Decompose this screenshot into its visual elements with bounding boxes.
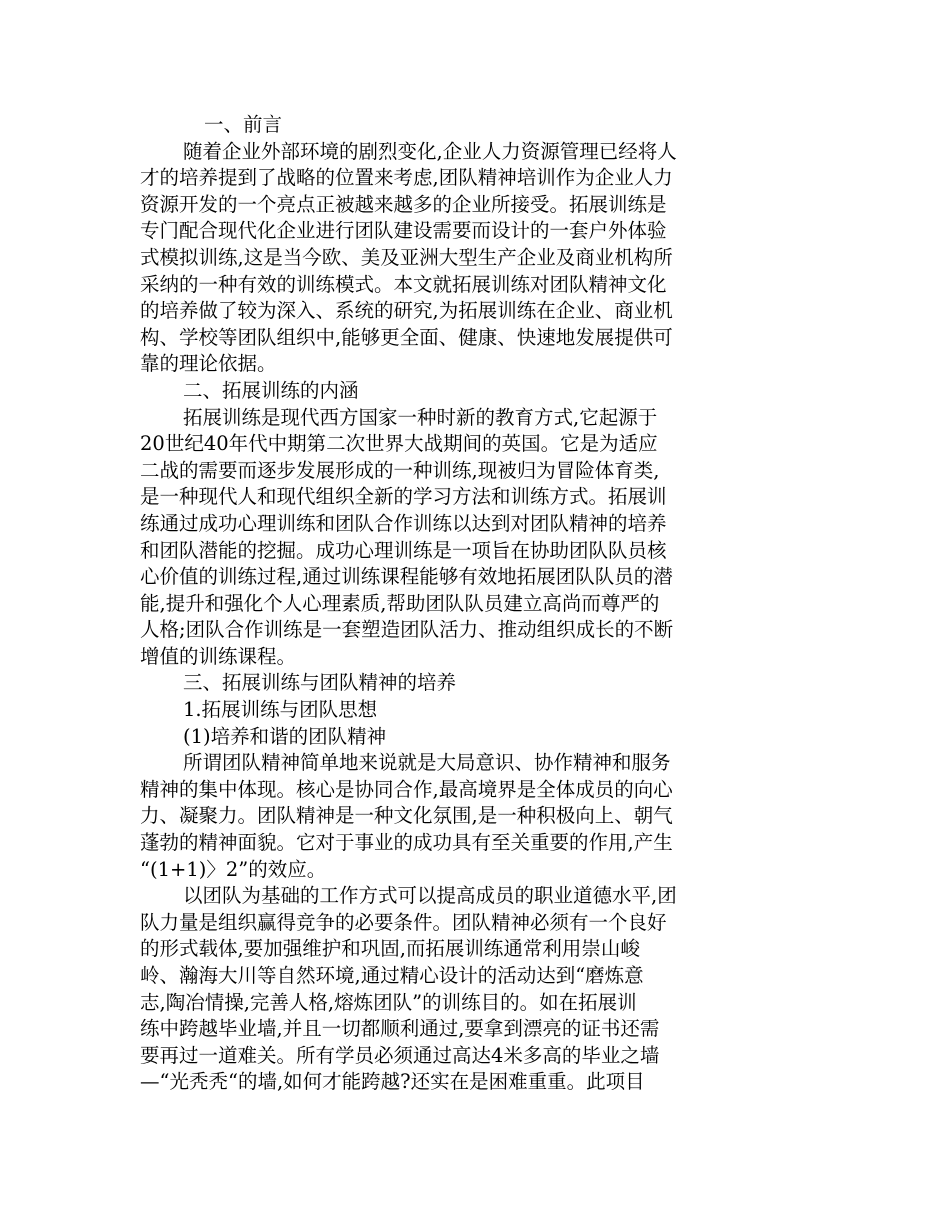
- text-line: 心价值的训练过程,通过训练课程能够有效地拓展团队队员的潜: [140, 565, 673, 589]
- text-line: 蓬勃的精神面貌。它对于事业的成功具有至关重要的作用,产生: [140, 831, 673, 855]
- text-line: 随着企业外部环境的剧烈变化,企业人力资源管理已经将人: [183, 139, 677, 163]
- text-line: 采纳的一种有效的训练模式。本文就拓展训练对团队精神文化: [140, 272, 667, 296]
- text-line: 精神的集中体现。核心是协同合作,最高境界是全体成员的向心: [140, 777, 673, 801]
- text-line: 拓展训练是现代西方国家一种时新的教育方式,它起源于: [183, 405, 658, 429]
- text-line: 练中跨越毕业墙,并且一切都顺利通过,要拿到漂亮的证书还需: [140, 1017, 660, 1041]
- text-line: 靠的理论依据。: [140, 352, 277, 376]
- text-line: 要再过一道难关。所有学员必须通过高达4米多高的毕业之墙: [140, 1043, 660, 1067]
- text-line: 的培养做了较为深入、系统的研究,为拓展训练在企业、商业机: [140, 299, 673, 323]
- text-line: 的形式载体,要加强维护和巩固,而拓展训练通常利用崇山峻: [140, 937, 640, 961]
- text-line: 二、拓展训练的内涵: [183, 378, 359, 402]
- document-body: [140, 112, 740, 1096]
- text-line: 人格;团队合作训练是一套塑造团队活力、推动组织成长的不断: [140, 618, 674, 642]
- text-line: 所谓团队精神简单地来说就是大局意识、协作精神和服务: [183, 751, 671, 775]
- text-line: 和团队潜能的挖掘。成功心理训练是一项旨在协助团队队员核: [140, 538, 667, 562]
- text-line: 能,提升和强化个人心理素质,帮助团队队员建立高尚而尊严的: [140, 591, 660, 615]
- text-line: 资源开发的一个亮点正被越来越多的企业所接受。拓展训练是: [140, 192, 667, 216]
- text-line: 练通过成功心理训练和团队合作训练以达到对团队精神的培养: [140, 511, 667, 535]
- text-line: 20世纪40年代中期第二次世界大战期间的英国。它是为适应: [140, 432, 658, 456]
- text-line: 队力量是组织赢得竞争的必要条件。团队精神必须有一个良好: [140, 910, 667, 934]
- text-line: 以团队为基础的工作方式可以提高成员的职业道德水平,团: [183, 884, 677, 908]
- text-line: 三、拓展训练与团队精神的培养: [183, 671, 457, 695]
- text-line: 才的培养提到了战略的位置来考虑,团队精神培训作为企业人力: [140, 166, 673, 190]
- text-line: 岭、瀚海大川等自然环境,通过精心设计的活动达到“磨炼意: [140, 964, 644, 987]
- text-line: 1.拓展训练与团队思想: [183, 698, 378, 722]
- text-line: 一、前言: [204, 113, 283, 136]
- text-line: 二战的需要而逐步发展形成的一种训练,现被归为冒险体育类,: [140, 458, 660, 482]
- text-line: 构、学校等团队组织中,能够更全面、健康、快速地发展提供可: [140, 325, 673, 349]
- text-line: (1)培养和谐的团队精神: [183, 724, 387, 748]
- text-line: 志,陶冶情操,完善人格,熔炼团队”的训练目的。如在拓展训: [140, 990, 637, 1014]
- text-line: —“光秃秃“的墙,如何才能跨越?还实在是困难重重。此项目: [140, 1070, 645, 1094]
- text-line: 增值的训练课程。: [140, 644, 297, 668]
- text-line: 力、凝聚力。团队精神是一种文化氛围,是一种积极向上、朝气: [140, 804, 673, 828]
- text-line: 是一种现代人和现代组织全新的学习方法和训练方式。拓展训: [140, 485, 667, 509]
- text-line: 专门配合现代化企业进行团队建设需要而设计的一套户外体验: [140, 219, 667, 243]
- text-line: “(1+1)〉2”的效应。: [140, 857, 327, 881]
- text-line: 式模拟训练,这是当今欧、美及亚洲大型生产企业及商业机构所: [140, 245, 673, 269]
